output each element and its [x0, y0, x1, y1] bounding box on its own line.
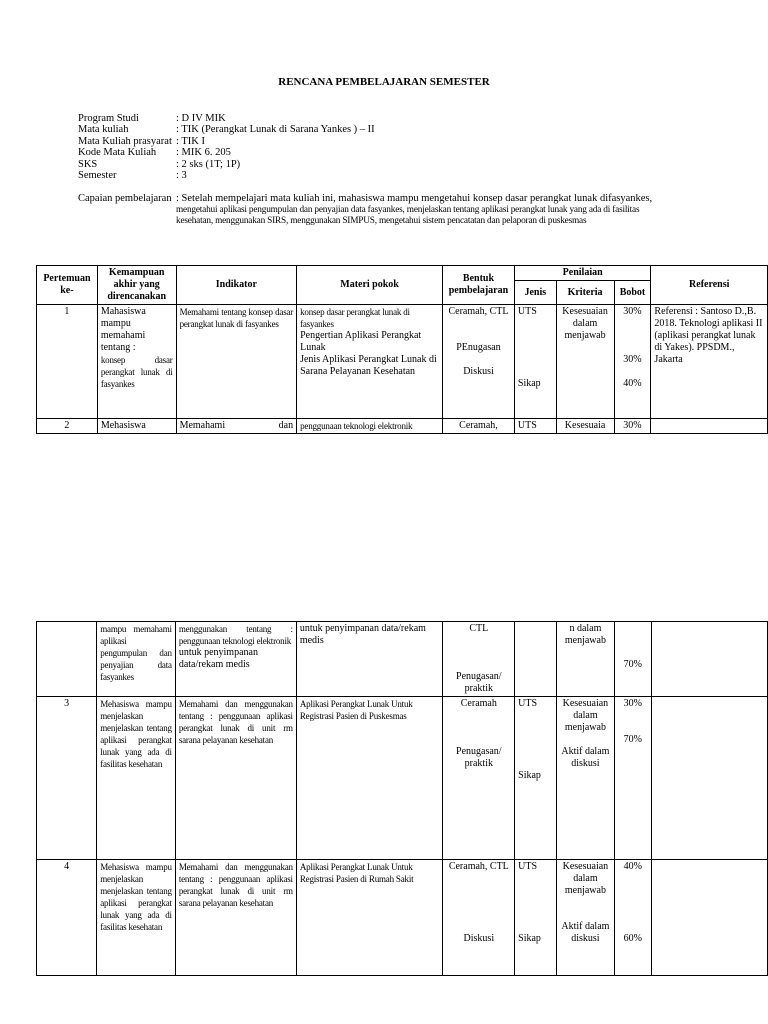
- table-row: [37, 697, 768, 860]
- cell-text: Mahasiswa mampu memahami tentang :: [100, 306, 146, 353]
- table-row: [37, 419, 768, 434]
- cell-text: CTL: [469, 623, 489, 634]
- cell-text: konsep dasar perangkat lunak di fasyankes: [100, 355, 173, 389]
- course-info: [78, 113, 375, 181]
- cell-text: Pengertian Aplikasi Perangkat Lunak: [300, 330, 422, 353]
- cell-materi: Aplikasi Perangkat Lunak Untuk Registrasi Pasien di Puskesmas: [296, 697, 443, 860]
- cell-bentuk: [443, 305, 515, 419]
- info-value: : TIK (Perangkat Lunak di Sarana Yankes ) – II: [176, 124, 375, 136]
- learning-outcome-line: kesehatan, menggunakan SIRS, menggunakan SIMPUS, mengetahui sistem pencatatan dan pelaporan di puskesmas: [176, 216, 587, 227]
- header-materi: Materi pokok: [297, 266, 443, 305]
- learning-outcome-text: [176, 193, 690, 228]
- cell-text: 70%: [623, 734, 642, 745]
- cell-text: Ceramah: [460, 698, 497, 709]
- header-kriteria: Kriteria: [556, 281, 614, 305]
- info-value: : MIK 6. 205: [176, 147, 231, 159]
- table-header-row: [37, 266, 768, 281]
- info-value: : D IV MIK: [176, 113, 226, 124]
- info-label: Mata Kuliah prasyarat: [78, 135, 172, 147]
- cell-jenis: [515, 860, 557, 976]
- cell-pertemuan: 3: [37, 697, 97, 860]
- cell-jenis: UTS: [514, 419, 556, 434]
- header-penilaian: Penilaian: [514, 266, 651, 281]
- table-row: [37, 860, 768, 976]
- cell-text: Ceramah, CTL: [448, 306, 509, 317]
- cell-text: 60%: [623, 933, 642, 944]
- cell-text: konsep dasar perangkat lunak di fasyankes: [300, 307, 410, 329]
- cell-text: UTS: [517, 306, 537, 317]
- cell-text: untuk penyimpanan data/rekam medis: [178, 647, 258, 670]
- cell-jenis: [515, 697, 557, 860]
- header-bentuk: Bentuk pembelajaran: [443, 266, 515, 305]
- cell-indikator: Memahami dan: [176, 419, 297, 434]
- cell-text: 70%: [623, 659, 642, 670]
- page-title: RENCANA PEMBELAJARAN SEMESTER: [278, 76, 490, 88]
- cell-kemampuan: [97, 305, 176, 419]
- cell-kemampuan: Mehasiswa: [97, 419, 176, 434]
- info-row: [78, 113, 375, 124]
- info-value: : TIK I: [176, 135, 205, 147]
- cell-indikator: [175, 622, 296, 697]
- cell-materi: Aplikasi Perangkat Lunak Untuk Registrasi Pasien di Rumah Sakit: [296, 860, 443, 976]
- cell-kriteria: Kesesuaian dalam menjawab: [556, 305, 614, 419]
- table-row: [37, 305, 768, 419]
- cell-bobot: [614, 622, 651, 697]
- rps-table-part-2: [36, 621, 768, 976]
- header-pertemuan: Pertemuan ke-: [37, 266, 98, 305]
- rps-table-part-1: [36, 265, 768, 434]
- cell-bentuk: [443, 622, 515, 697]
- header-referensi: Referensi: [651, 266, 768, 305]
- cell-bentuk: [443, 860, 515, 976]
- cell-pertemuan: [37, 622, 97, 697]
- cell-jenis: [515, 622, 557, 697]
- info-row: [78, 136, 375, 147]
- cell-indikator: Memahami dan menggunakan tentang : penggunaan aplikasi perangkat lunak di unit rm sarana pelayanan kesehatan: [175, 860, 296, 976]
- header-indikator: Indikator: [176, 266, 297, 305]
- cell-text: Penugasan/ praktik: [456, 671, 502, 694]
- cell-text: Jenis Aplikasi Perangkat Lunak di Sarana Pelayanan Kesehatan: [300, 354, 437, 377]
- cell-text: Kesesuaian dalam menjawab: [562, 861, 609, 896]
- info-row: [78, 159, 375, 170]
- header-kemampuan: Kemampuan akhir yang direncanakan: [97, 266, 176, 305]
- cell-kriteria: Kesesuaia: [556, 419, 614, 434]
- cell-text: 30%: [623, 698, 642, 709]
- cell-text: Kesesuaian dalam menjawab: [562, 698, 609, 733]
- cell-materi: [297, 305, 443, 419]
- cell-jenis: [514, 305, 556, 419]
- cell-referensi: [651, 419, 768, 434]
- cell-text: 40%: [623, 861, 642, 872]
- cell-text: menggunakan tentang : penggunaan teknologi elektronik: [178, 624, 293, 646]
- cell-materi: untuk penyimpanan data/rekam medis: [296, 622, 443, 697]
- cell-bobot: [614, 697, 651, 860]
- table-row: [37, 622, 768, 697]
- cell-text: Sikap: [517, 378, 541, 389]
- info-value: : 2 sks (1T; 1P): [176, 158, 241, 170]
- cell-text: UTS: [518, 698, 538, 709]
- cell-bobot: [614, 305, 651, 419]
- cell-kemampuan: mampu memahami aplikasi pengumpulan dan penyajian data fasyankes: [97, 622, 176, 697]
- cell-bentuk: Ceramah,: [443, 419, 515, 434]
- learning-outcome-line: mengetahui aplikasi pengumpulan dan penyajian data fasyankes, menjelaskan tentang aplikasi perangkat lunak yang ada di fasilitas: [176, 204, 640, 215]
- header-bobot: Bobot: [614, 281, 651, 305]
- cell-referensi: [651, 622, 767, 697]
- info-label: Program Studi: [78, 113, 139, 124]
- cell-bentuk: [443, 697, 515, 860]
- cell-text: Sikap: [518, 770, 541, 781]
- cell-text: 30%: [623, 354, 642, 365]
- cell-kriteria: n dalam menjawab: [556, 622, 614, 697]
- cell-kemampuan: Mehasiswa mampu menjelaskan menjelaskan tentang aplikasi perangkat lunak yang ada di fasilitas kesehatan: [97, 860, 176, 976]
- info-label: Kode Mata Kuliah: [78, 147, 157, 159]
- cell-text: PEnugasan: [456, 342, 501, 353]
- info-label: SKS: [78, 158, 98, 170]
- cell-text: Diskusi: [463, 933, 495, 944]
- cell-text: UTS: [518, 861, 538, 872]
- info-label: Mata kuliah: [78, 124, 129, 136]
- cell-text: Aktif dalam diskusi: [561, 746, 610, 769]
- cell-indikator: Memahami tentang konsep dasar perangkat lunak di fasyankes: [176, 305, 297, 419]
- info-row: [78, 170, 375, 181]
- cell-pertemuan: 4: [37, 860, 97, 976]
- learning-outcome-label: Capaian pembelajaran: [78, 193, 172, 204]
- cell-text: Penugasan/ praktik: [456, 746, 502, 769]
- info-label: Semester: [78, 170, 117, 182]
- cell-pertemuan: 1: [37, 305, 98, 419]
- cell-indikator: Memahami dan menggunakan tentang : penggunaan aplikasi perangkat lunak di unit rm sarana pelayanan kesehatan: [175, 697, 296, 860]
- cell-kriteria: [556, 697, 614, 860]
- cell-text: Aktif dalam diskusi: [561, 921, 610, 944]
- cell-kemampuan: Mehasiswa mampu menjelaskan menjelaskan tentang aplikasi perangkat lunak yang ada di fasilitas kesehatan: [97, 697, 176, 860]
- cell-text: 30%: [623, 306, 642, 317]
- cell-pertemuan: 2: [37, 419, 98, 434]
- cell-materi: penggunaan teknologi elektronik: [297, 419, 443, 434]
- info-row: [78, 147, 375, 158]
- info-row: [78, 124, 375, 135]
- learning-outcome-line: : Setelah mempelajari mata kuliah ini, mahasiswa mampu mengetahui konsep dasar perangkat lunak difasyankes,: [176, 193, 653, 204]
- cell-kriteria: [556, 860, 614, 976]
- cell-text: 40%: [623, 378, 642, 389]
- cell-text: Ceramah, CTL: [448, 861, 509, 872]
- info-value: : 3: [176, 170, 187, 182]
- cell-referensi: [651, 860, 767, 976]
- cell-text: Sikap: [518, 933, 541, 944]
- cell-text: Diskusi: [463, 366, 494, 377]
- cell-referensi: [651, 697, 767, 860]
- cell-bobot: 30%: [614, 419, 651, 434]
- cell-referensi: Referensi : Santoso D.,B. 2018. Teknologi aplikasi II (aplikasi perangkat lunak di Yakes). PPSDM., Jakarta: [651, 305, 768, 419]
- header-jenis: Jenis: [514, 281, 556, 305]
- cell-bobot: [614, 860, 651, 976]
